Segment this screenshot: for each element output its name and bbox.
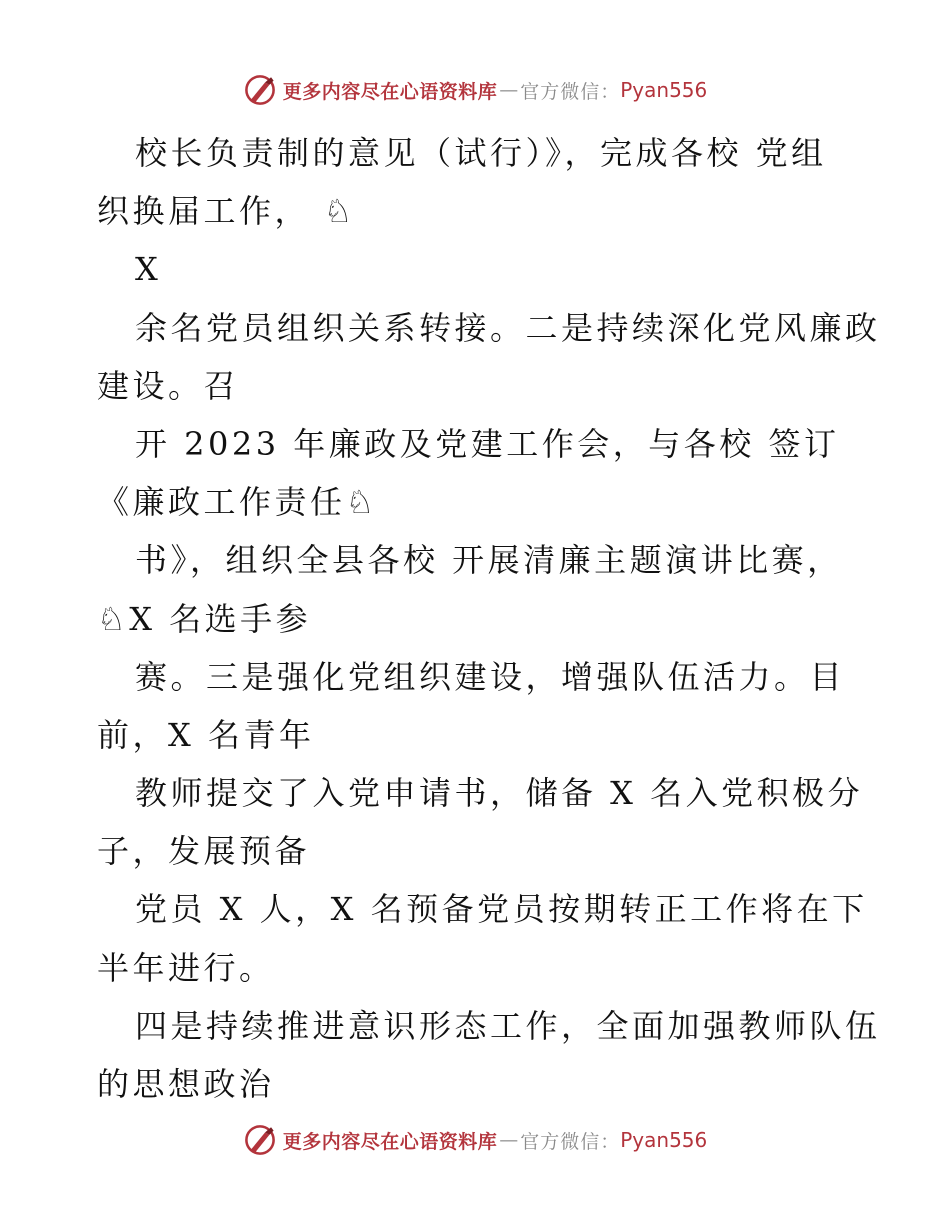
watermark-main-text: 更多内容尽在心语资料库 bbox=[282, 1130, 498, 1153]
text-line: 赛。三是强化党组织建设，增强队伍活力。目 bbox=[135, 657, 846, 696]
watermark-wechat-id: Pyan556 bbox=[620, 78, 708, 102]
text-line: 前，X 名青年 bbox=[97, 715, 315, 754]
text-line: 的思想政治 bbox=[97, 1065, 275, 1103]
watermark-footer bbox=[0, 1120, 950, 1160]
watermark-wechat-label: 官方微信： bbox=[520, 1130, 621, 1153]
text-line: 书》，组织全县各校 开展清廉主题演讲比赛， bbox=[135, 541, 843, 580]
text-line: 余名党员组织关系转接。二是持续深化党风廉政 bbox=[135, 308, 881, 347]
watermark-dash: — bbox=[499, 1129, 519, 1151]
text-line: 子，发展预备 bbox=[97, 832, 311, 871]
watermark-dash: — bbox=[499, 79, 519, 101]
watermark-main-text: 更多内容尽在心语资料库 bbox=[282, 80, 498, 103]
text-line: 《廉政工作责任♘ bbox=[97, 483, 378, 522]
text-line: X bbox=[135, 250, 162, 289]
document-body bbox=[97, 124, 881, 1113]
text-line: 四是持续推进意识形态工作，全面加强教师队伍 bbox=[135, 1006, 881, 1045]
watermark-wechat-id: Pyan556 bbox=[620, 1128, 708, 1152]
text-line: 半年进行。 bbox=[97, 948, 275, 987]
watermark-header bbox=[0, 70, 950, 110]
text-line: ♘X 名选手参 bbox=[97, 599, 312, 638]
text-line: 建设。召 bbox=[97, 366, 240, 405]
pen-logo-icon bbox=[243, 73, 277, 107]
text-line: 校长负责制的意见（试行）》，完成各校 党组 bbox=[135, 134, 827, 172]
text-line: 教师提交了入党申请书，储备 X 名入党积极分 bbox=[135, 774, 864, 813]
text-line: 党员 X 人，X 名预备党员按期转正工作将在下 bbox=[135, 890, 868, 929]
watermark-wechat-label: 官方微信： bbox=[520, 80, 621, 103]
pen-logo-icon bbox=[243, 1123, 277, 1157]
text-line: 开 2023 年廉政及党建工作会，与各校 签订 bbox=[135, 424, 840, 463]
text-line: 织换届工作， ♘ bbox=[97, 192, 356, 231]
